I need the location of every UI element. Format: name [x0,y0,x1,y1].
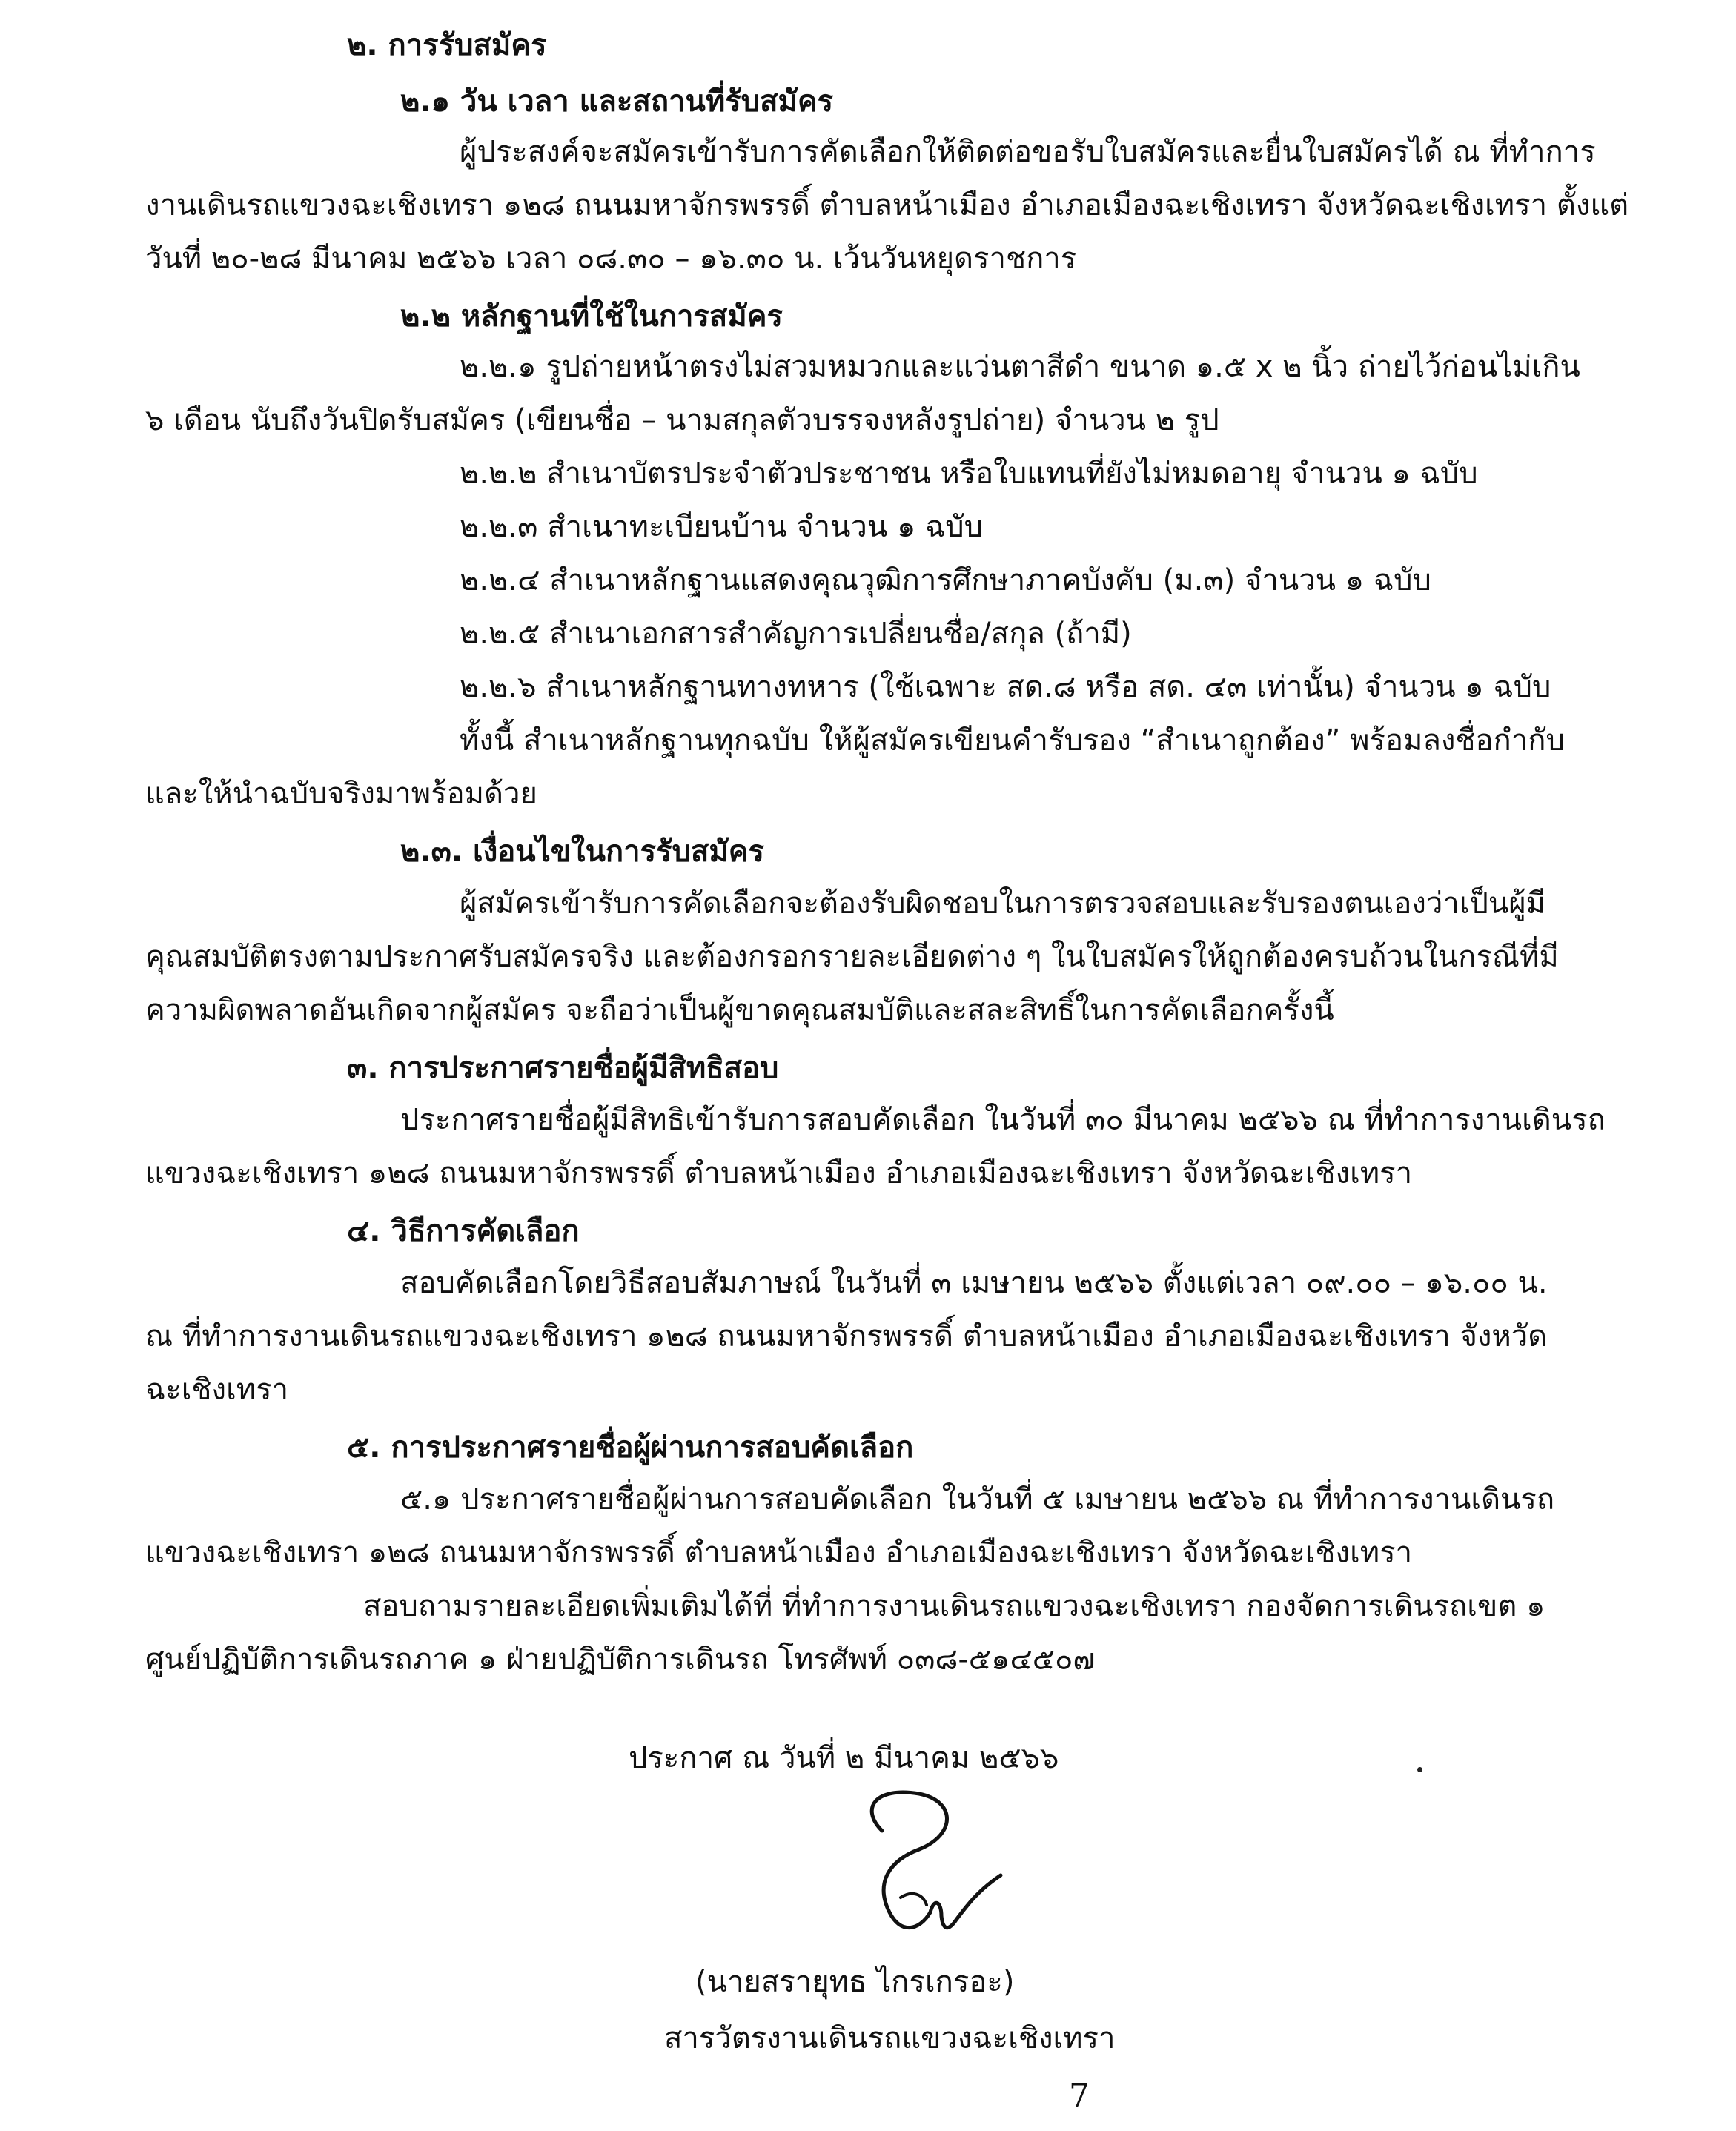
contact-line: สอบถามรายละเอียดเพิ่มเติมได้ที่ ที่ทำการงานเดินรถแขวงฉะเชิงเทรา กองจัดการเดินรถเขต ๑ [363,1589,1545,1623]
paragraph-line: ณ ที่ทำการงานเดินรถแขวงฉะเชิงเทรา ๑๒๘ ถนนมหาจักรพรรดิ์ ตำบลหน้าเมือง อำเภอเมืองฉะเชิงเทรา จังหวัด [145,1319,1548,1353]
page-number: 7 [1069,2077,1090,2115]
signatory-title: สารวัตรงานเดินรถแขวงฉะเชิงเทรา [664,2021,1116,2055]
paragraph-line: วันที่ ๒๐-๒๘ มีนาคม ๒๕๖๖ เวลา ๐๘.๓๐ – ๑๖.๓๐ น. เว้นวันหยุดราชการ [145,242,1077,276]
paragraph-line: ประกาศรายชื่อผู้มีสิทธิเข้ารับการสอบคัดเลือก ในวันที่ ๓๐ มีนาคม ๒๕๖๖ ณ ที่ทำการงานเดินรถ [400,1103,1606,1137]
paragraph-line: ผู้สมัครเข้ารับการคัดเลือกจะต้องรับผิดชอบในการตรวจสอบและรับรองตนเองว่าเป็นผู้มี [460,886,1546,921]
signatory-name: (นายสรายุทธ ไกรเกรอะ) [695,1965,1015,1999]
list-item-continuation: ๖ เดือน นับถึงวันปิดรับสมัคร (เขียนชื่อ – นามสกุลตัวบรรจงหลังรูปถ่าย) จำนวน ๒ รูป [145,403,1219,437]
list-item: ๒.๒.๑ รูปถ่ายหน้าตรงไม่สวมหมวกและแว่นตาสีดำ ขนาด ๑.๕ x ๒ นิ้ว ถ่ายไว้ก่อนไม่เกิน [460,350,1580,384]
paragraph-line: งานเดินรถแขวงฉะเชิงเทรา ๑๒๘ ถนนมหาจักรพรรดิ์ ตำบลหน้าเมือง อำเภอเมืองฉะเชิงเทรา จังหวัดฉะเชิงเทรา ตั้งแต่ [145,188,1629,222]
paragraph-line: สอบคัดเลือกโดยวิธีสอบสัมภาษณ์ ในวันที่ ๓ เมษายน ๒๕๖๖ ตั้งแต่เวลา ๐๙.๐๐ – ๑๖.๐๐ น. [400,1266,1548,1300]
paragraph-line: ฉะเชิงเทรา [145,1373,289,1407]
signature-image [830,1779,1023,1957]
paragraph-line: ความผิดพลาดอันเกิดจากผู้สมัคร จะถือว่าเป็นผู้ขาดคุณสมบัติและสละสิทธิ์ในการคัดเลือกครั้งนี้ [145,993,1334,1027]
announcement-date: ประกาศ ณ วันที่ ๒ มีนาคม ๒๕๖๖ [629,1741,1059,1775]
list-item: ๒.๒.๓ สำเนาทะเบียนบ้าน จำนวน ๑ ฉบับ [460,510,984,544]
list-item: ๒.๒.๖ สำเนาหลักฐานทางทหาร (ใช้เฉพาะ สด.๘ หรือ สด. ๔๓ เท่านั้น) จำนวน ๑ ฉบับ [460,670,1551,704]
contact-line: ศูนย์ปฏิบัติการเดินรถภาค ๑ ฝ่ายปฏิบัติการเดินรถ โทรศัพท์ ๐๓๘-๕๑๔๕๐๗ [145,1643,1096,1677]
paragraph-line: คุณสมบัติตรงตามประกาศรับสมัครจริง และต้องกรอกรายละเอียดต่าง ๆ ในใบสมัครให้ถูกต้องครบถ้วนในกรณีที่มี [145,940,1559,974]
subsection-heading: ๒.๓. เงื่อนไขในการรับสมัคร [400,835,764,869]
subsection-heading: ๒.๒ หลักฐานที่ใช้ในการสมัคร [400,299,783,334]
paragraph-line: ๕.๑ ประกาศรายชื่อผู้ผ่านการสอบคัดเลือก ในวันที่ ๕ เมษายน ๒๕๖๖ ณ ที่ทำการงานเดินรถ [400,1482,1555,1517]
paragraph-line: และให้นำฉบับจริงมาพร้อมด้วย [145,777,537,811]
list-item: ๒.๒.๔ สำเนาหลักฐานแสดงคุณวุฒิการศึกษาภาคบังคับ (ม.๓) จำนวน ๑ ฉบับ [460,563,1431,597]
section-heading: ๔. วิธีการคัดเลือก [347,1214,580,1248]
paragraph-line: แขวงฉะเชิงเทรา ๑๒๘ ถนนมหาจักรพรรดิ์ ตำบลหน้าเมือง อำเภอเมืองฉะเชิงเทรา จังหวัดฉะเชิงเทรา [145,1536,1413,1570]
paragraph-line: ทั้งนี้ สำเนาหลักฐานทุกฉบับ ให้ผู้สมัครเขียนคำรับรอง “สำเนาถูกต้อง” พร้อมลงชื่อกำกับ [460,723,1565,758]
paragraph-line: ผู้ประสงค์จะสมัครเข้ารับการคัดเลือกให้ติดต่อขอรับใบสมัครและยื่นใบสมัครได้ ณ ที่ทำการ [460,135,1596,169]
paragraph-line: แขวงฉะเชิงเทรา ๑๒๘ ถนนมหาจักรพรรดิ์ ตำบลหน้าเมือง อำเภอเมืองฉะเชิงเทรา จังหวัดฉะเชิงเทรา [145,1156,1413,1190]
scan-speck [1417,1767,1422,1772]
list-item: ๒.๒.๒ สำเนาบัตรประจำตัวประชาชน หรือใบแทนที่ยังไม่หมดอายุ จำนวน ๑ ฉบับ [460,457,1478,491]
section-heading: ๕. การประกาศรายชื่อผู้ผ่านการสอบคัดเลือก [347,1431,914,1465]
section-heading: ๒. การรับสมัคร [347,28,547,62]
section-heading: ๓. การประกาศรายชื่อผู้มีสิทธิสอบ [347,1051,779,1085]
subsection-heading: ๒.๑ วัน เวลา และสถานที่รับสมัคร [400,84,834,119]
list-item: ๒.๒.๕ สำเนาเอกสารสำคัญการเปลี่ยนชื่อ/สกุล (ถ้ามี) [460,617,1132,651]
